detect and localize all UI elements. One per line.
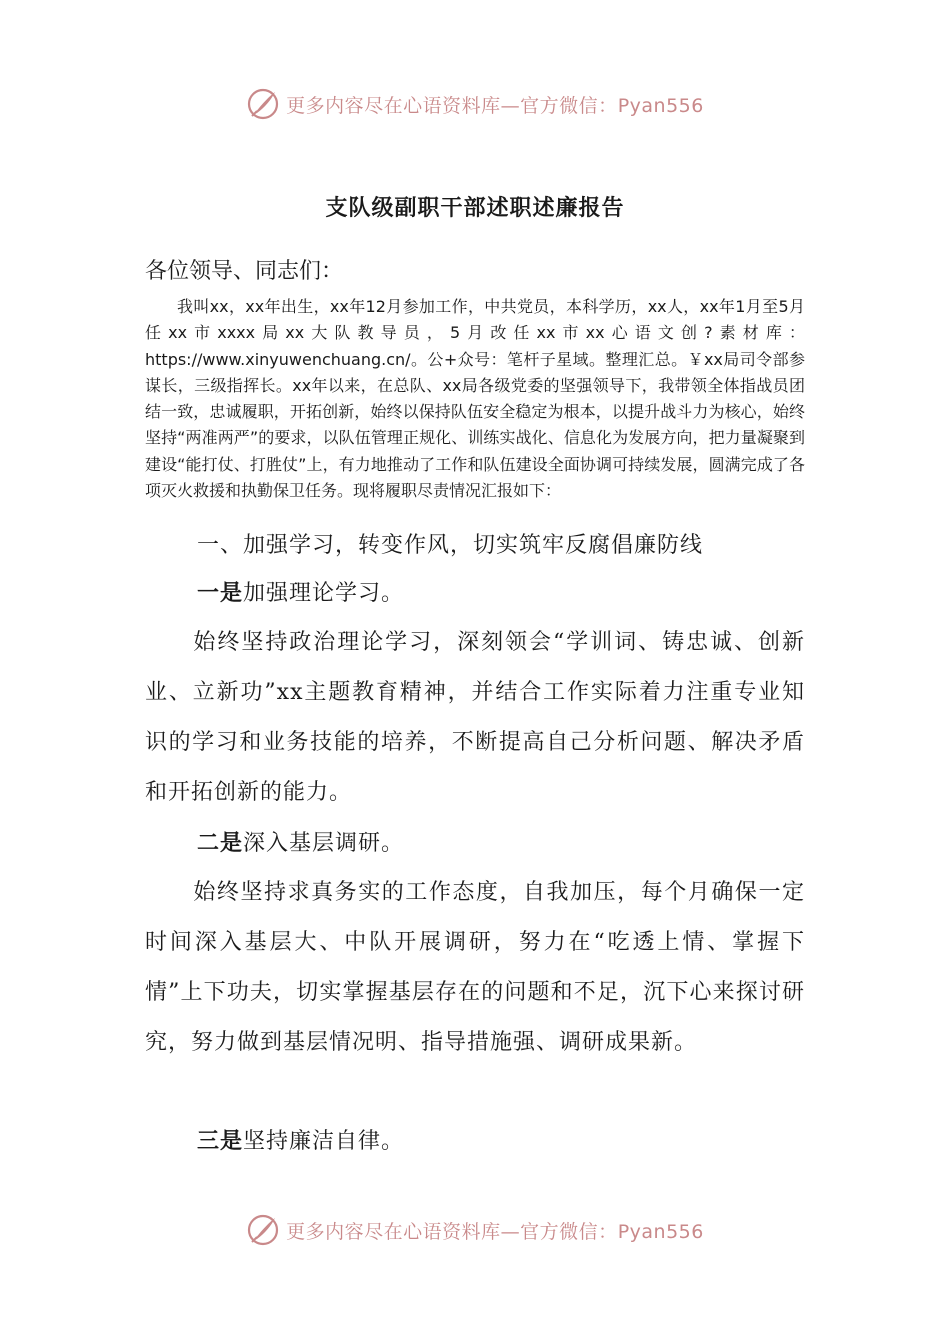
item-3-heading: 三是坚持廉洁自律。 <box>197 1128 405 1154</box>
item-2-body: 始终坚持求真务实的工作态度，自我加压，每个月确保一定时间深入基层大、中队开展调研，努力在“吃透上情、掌握下情”上下功夫，切实掌握基层存在的问题和不足，沉下心来探讨研究，努力做到基层情况明、指导措施强、调研成果新。 <box>145 880 805 1055</box>
greeting: 各位领导、同志们： <box>145 259 344 284</box>
banner-wechat-id: Pyan556 <box>617 1220 704 1243</box>
footer-watermark-banner <box>0 1210 950 1250</box>
section-heading-1: 一、加强学习，转变作风，切实筑牢反腐倡廉防线 <box>197 533 704 558</box>
item-2-heading: 二是深入基层调研。 <box>197 830 405 856</box>
quill-logo-icon <box>246 87 280 121</box>
intro-paragraph: 我叫xx，xx年出生，xx年12月参加工作，中共党员，本科学历，xx人，xx年1月至5月任xx市xxxx局xx大队教导员，5月改任xx市xx心语文创?素材库：https://www.xinyuwenchuang.cn/。公+众号：笔杆子星域。整理汇总。￥xx局司令部参谋长，三级指挥长。xx年以来，在总队、xx局各级党委的坚强领导下，我带领全体指战员团结一致，忠诚履职，开拓创新，始终以保持队伍安全稳定为根本，以提升战斗力为核心，始终坚持“两准两严”的要求，以队伍管理正规化、训练实战化、信息化为发展方向，把力量凝聚到建设“能打仗、打胜仗”上，有力地推动了工作和队伍建设全面协调可持续发展，圆满完成了各项灭火救援和执勤保卫任务。现将履职尽责情况汇报如下： <box>145 297 805 501</box>
item-1-heading: 一是加强理论学习。 <box>197 580 405 606</box>
banner-wechat-id: Pyan556 <box>617 94 704 117</box>
header-watermark-banner <box>0 84 950 124</box>
item-1-body: 始终坚持政治理论学习，深刻领会“学训词、铸忠诚、创新业、立新功”xx主题教育精神，并结合工作实际着力注重专业知识的学习和业务技能的培养，不断提高自己分析问题、解决矛盾和开拓创新的能力。 <box>145 630 805 805</box>
banner-text: 更多内容尽在心语资料库—官方微信：Pyan556 <box>286 94 704 117</box>
quill-logo-icon <box>246 1213 280 1247</box>
document-title: 支队级副职干部述职述廉报告 <box>325 194 625 221</box>
banner-text: 更多内容尽在心语资料库—官方微信：Pyan556 <box>286 1220 704 1243</box>
